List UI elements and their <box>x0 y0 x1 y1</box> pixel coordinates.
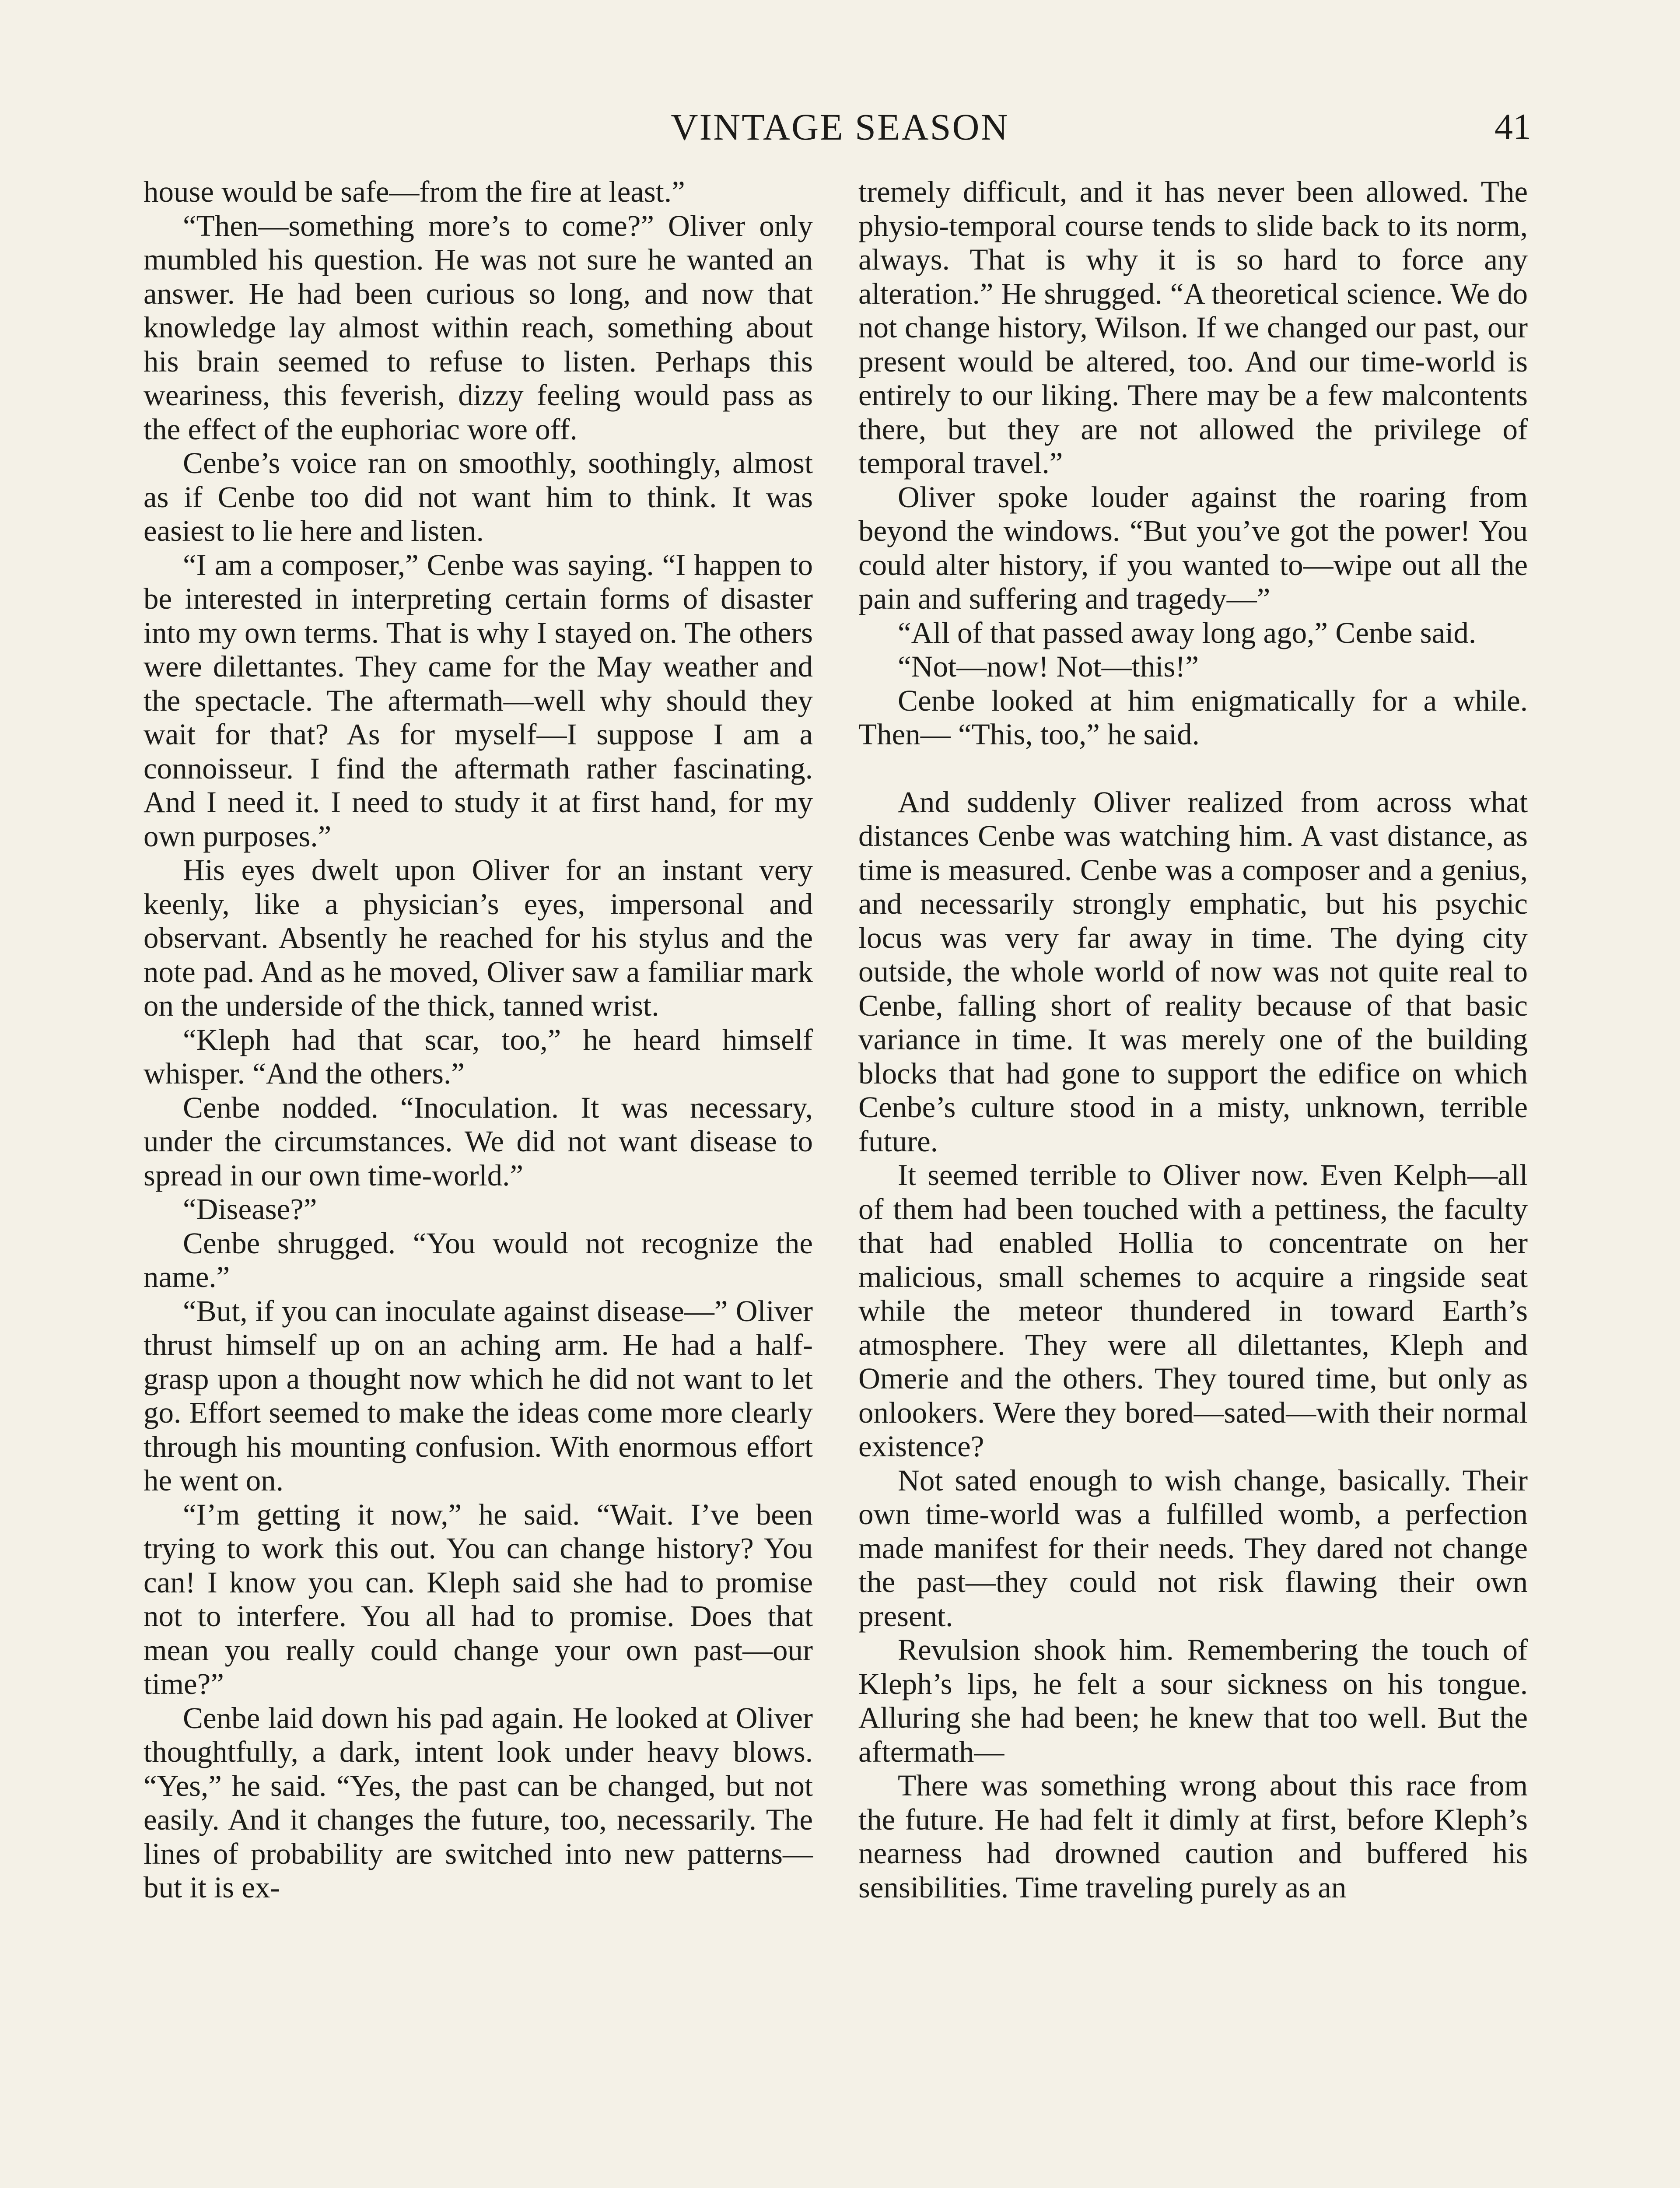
paragraph: Cenbe’s voice ran on smoothly, soothingly, almost as if Cenbe too did not want him to think. It was easiest to lie here and listen. <box>144 446 813 547</box>
paragraph: And suddenly Oliver realized from across what distances Cenbe was watching him. A vast distance, as time is measured. Cenbe was a composer and a genius, and necessarily strongly emphatic, but his psychic locus was very far away in time. The dying city outside, the whole world of now was not quite real to Cenbe, falling short of reality because of that basic variance in time. It was merely one of the building blocks that had gone to support the edifice on which Cenbe’s culture stood in a misty, unknown, terrible future. <box>858 785 1528 1158</box>
paragraph: “But, if you can inoculate against disease—” Oliver thrust himself up on an aching arm. He had a half-grasp upon a thought now which he did not want to let go. Effort seemed to make the ideas come more clearly through his mounting confusion. With enormous effort he went on. <box>144 1294 813 1497</box>
paragraph: It seemed terrible to Oliver now. Even Kelph—all of them had been touched with a pettiness, the faculty that had enabled Hollia to concentrate on her malicious, small schemes to acquire a ringside seat while the meteor thundered in toward Earth’s atmosphere. They were all dilettantes, Kleph and Omerie and the others. They toured time, but only as onlookers. Were they bored—sated—with their normal existence? <box>858 1158 1528 1463</box>
paragraph: Revulsion shook him. Remembering the touch of Kleph’s lips, he felt a sour sickness on his tongue. Alluring she had been; he knew that too well. But the aftermath— <box>858 1633 1528 1768</box>
paragraph: “Kleph had that scar, too,” he heard himself whisper. “And the others.” <box>144 1023 813 1090</box>
paragraph: His eyes dwelt upon Oliver for an instant very keenly, like a physician’s eyes, impersonal and observant. Absently he reached for his stylus and the note pad. And as he moved, Oliver saw a familiar mark on the underside of the thick, tanned wrist. <box>144 853 813 1022</box>
paragraph: Not sated enough to wish change, basically. Their own time-world was a fulfilled womb, a perfection made manifest for their needs. They dared not change the past—they could not risk flawing their own present. <box>858 1463 1528 1633</box>
paragraph: Cenbe nodded. “Inoculation. It was necessary, under the circumstances. We did not want disease to spread in our own time-world.” <box>144 1090 813 1192</box>
paragraph: Cenbe laid down his pad again. He looked at Oliver thoughtfully, a dark, intent look under heavy blows. “Yes,” he said. “Yes, the past can be changed, but not easily. And it changes the future, too, necessarily. The lines of probability are switched into new patterns—but it is ex- <box>144 1701 813 1904</box>
paragraph: “Not—now! Not—this!” <box>898 650 1199 683</box>
paragraph: Oliver spoke louder against the roaring from beyond the windows. “But you’ve got the power! You could alter history, if you wanted to—wipe out all the pain and suffering and tragedy—” <box>858 480 1528 615</box>
paragraph: “I’m getting it now,” he said. “Wait. I’ve been trying to work this out. You can change history? You can! I know you can. Kleph said she had to promise not to interfere. You all had to promise. Does that mean you really could change your own past—our time?” <box>144 1497 813 1701</box>
paragraph: There was something wrong about this race from the future. He had felt it dimly at first, before Kleph’s nearness had drowned caution and buffered his sensibilities. Time traveling purely as an <box>858 1769 1528 1904</box>
running-title: VINTAGE SEASON <box>671 106 1009 148</box>
paragraph: “Disease?” <box>183 1192 317 1226</box>
paragraph: tremely difficult, and it has never been allowed. The physio-temporal course tends to slide back to its norm, always. That is why it is so hard to force any alteration.” He shrugged. “A theoretical science. We do not change history, Wilson. If we changed our past, our present would be altered, too. And our time-world is entirely to our liking. There may be a few malcontents there, but they are not allowed the privilege of temporal travel.” <box>858 175 1528 480</box>
paragraph: Cenbe looked at him enigmatically for a while. Then— “This, too,” he said. <box>858 684 1528 751</box>
page-header <box>0 101 1680 153</box>
paragraph: “All of that passed away long ago,” Cenbe said. <box>898 616 1477 649</box>
left-column <box>144 175 813 1905</box>
page-number: 41 <box>1494 106 1531 147</box>
paragraph: “I am a composer,” Cenbe was saying. “I happen to be interested in interpreting certain forms of disaster into my own terms. That is why I stayed on. The others were dilettantes. They came for the May weather and the spectacle. The aftermath—well why should they wait for that? As for myself—I suppose I am a connoisseur. I find the aftermath rather fascinating. And I need it. I need to study it at first hand, for my own purposes.” <box>144 548 813 853</box>
right-column <box>858 175 1528 1904</box>
paragraph: house would be safe—from the fire at least.” <box>144 175 685 208</box>
paragraph: “Then—something more’s to come?” Oliver only mumbled his question. He was not sure he wanted an answer. He had been curious so long, and now that knowledge lay almost within reach, something about his brain seemed to refuse to listen. Perhaps this weariness, this feverish, dizzy feeling would pass as the effect of the euphoriac wore off. <box>144 209 813 446</box>
paragraph: Cenbe shrugged. “You would not recognize the name.” <box>144 1226 813 1294</box>
